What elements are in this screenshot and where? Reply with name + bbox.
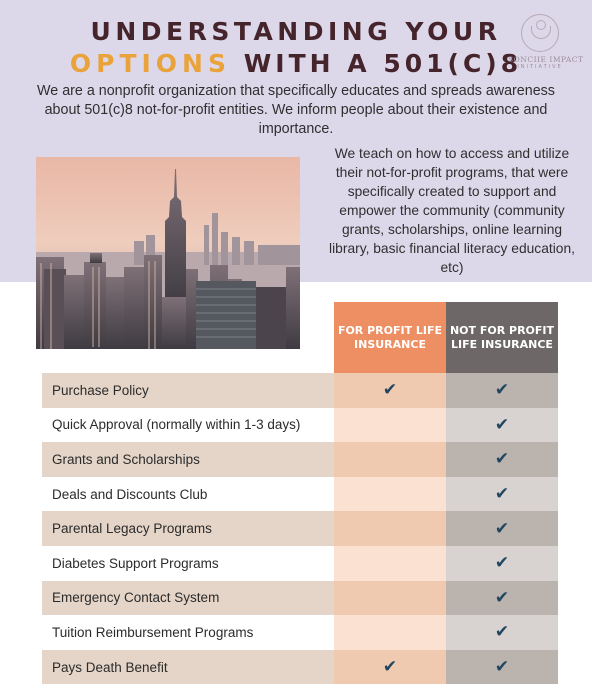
table-row xyxy=(42,477,559,512)
not-for-profit-check-icon: ✔ xyxy=(446,511,558,546)
feature-label: Deals and Discounts Club xyxy=(42,477,334,512)
title-line-1: UNDERSTANDING YOUR xyxy=(90,17,502,46)
feature-label: Emergency Contact System xyxy=(42,581,334,616)
table-row xyxy=(42,373,559,408)
not-for-profit-check-icon: ✔ xyxy=(446,442,558,477)
logo-subtitle: INITIATIVE xyxy=(517,64,563,70)
for-profit-check-icon xyxy=(334,511,446,546)
not-for-profit-check-icon: ✔ xyxy=(446,408,558,443)
table-row xyxy=(42,442,559,477)
page-title xyxy=(0,16,592,80)
for-profit-check-icon xyxy=(334,546,446,581)
for-profit-column-header: FOR PROFIT LIFE INSURANCE xyxy=(334,302,446,373)
intro-text: We are a nonprofit organization that specifically educates and spreads awareness about 501(c)8 not-for-profit entities. We inform people about their existence and importance. xyxy=(37,83,555,137)
for-profit-check-icon xyxy=(334,408,446,443)
hands-icon xyxy=(521,14,559,52)
logo-name: SONCIIE IMPACT xyxy=(508,55,584,64)
table-row xyxy=(42,650,559,685)
title-line-2 xyxy=(0,48,592,80)
not-for-profit-check-icon: ✔ xyxy=(446,615,558,650)
table-row xyxy=(42,615,559,650)
not-for-profit-check-icon: ✔ xyxy=(446,373,558,408)
title-accent: OPTIONS xyxy=(69,49,231,78)
for-profit-check-icon: ✔ xyxy=(334,373,446,408)
for-profit-check-icon xyxy=(334,615,446,650)
for-profit-check-icon xyxy=(334,442,446,477)
feature-label: Pays Death Benefit xyxy=(42,650,334,685)
for-profit-check-icon xyxy=(334,477,446,512)
title-rest: WITH A 501(C)8 xyxy=(243,49,523,78)
feature-label: Quick Approval (normally within 1-3 days) xyxy=(42,408,334,443)
feature-label: Parental Legacy Programs xyxy=(42,511,334,546)
organization-logo xyxy=(508,14,584,72)
for-profit-check-icon: ✔ xyxy=(334,650,446,685)
not-for-profit-check-icon: ✔ xyxy=(446,581,558,616)
city-skyline-image xyxy=(36,157,300,349)
feature-label: Diabetes Support Programs xyxy=(42,546,334,581)
for-profit-check-icon xyxy=(334,581,446,616)
table-row xyxy=(42,511,559,546)
programs-description: We teach on how to access and utilize their not-for-profit programs, that were specifically created to support and empower the community (community grants, scholarships, online learning library, basic financial literacy education, etc) xyxy=(329,146,575,275)
not-for-profit-column-header: NOT FOR PROFIT LIFE INSURANCE xyxy=(446,302,558,373)
comparison-table xyxy=(42,373,559,684)
not-for-profit-check-icon: ✔ xyxy=(446,546,558,581)
table-row xyxy=(42,546,559,581)
not-for-profit-check-icon: ✔ xyxy=(446,650,558,685)
table-row xyxy=(42,408,559,443)
feature-label: Grants and Scholarships xyxy=(42,442,334,477)
not-for-profit-check-icon: ✔ xyxy=(446,477,558,512)
feature-label: Tuition Reimbursement Programs xyxy=(42,615,334,650)
feature-label: Purchase Policy xyxy=(42,373,334,408)
table-row xyxy=(42,581,559,616)
